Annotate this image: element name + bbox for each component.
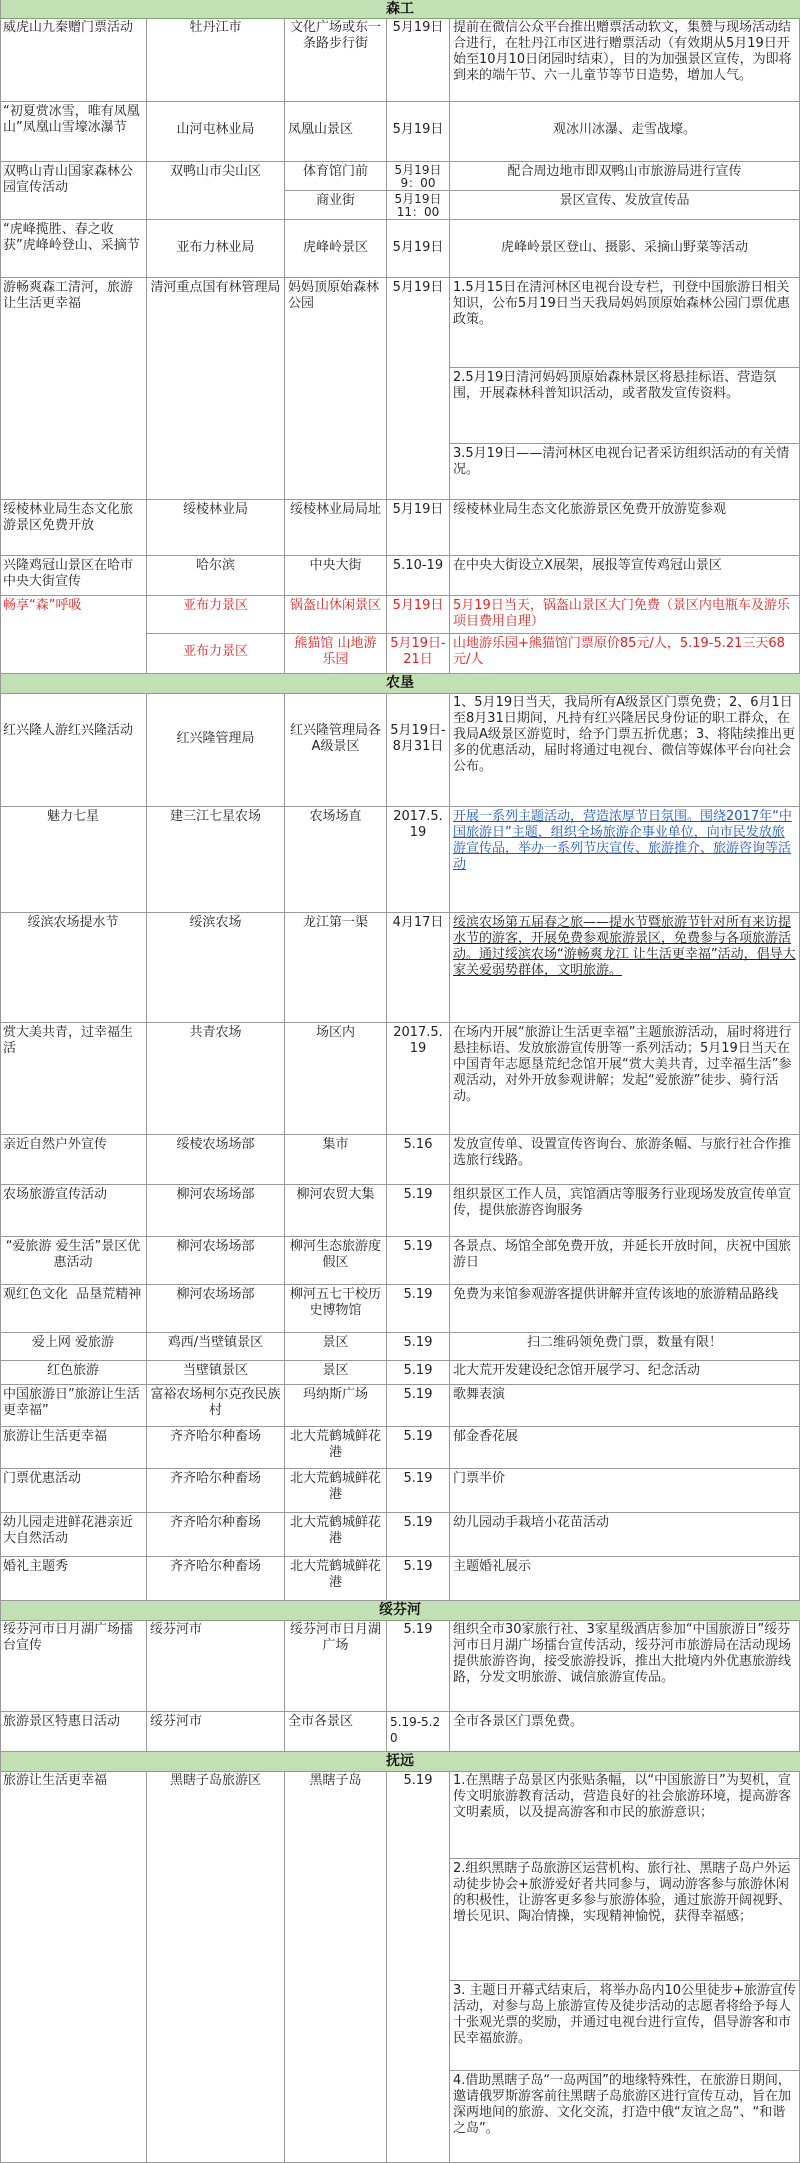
cell-venue: 北大荒鹤城鲜花港: [285, 1513, 387, 1557]
cell-organizer: 齐齐哈尔种畜场: [147, 1557, 285, 1601]
cell-venue: 集市: [285, 1135, 387, 1185]
cell-venue: 全市各景区: [285, 1712, 387, 1752]
cell-content: 北大荒开发建设纪念馆开展学习、纪念活动: [450, 1361, 800, 1385]
cell-content: 景区宣传、发放宣传品: [450, 191, 800, 220]
cell-activity: “虎峰揽胜、春之收获”虎峰岭登山、采摘节: [0, 220, 147, 278]
cell-activity: 农场旅游宣传活动: [0, 1185, 147, 1237]
cell-date: 5.19: [387, 1620, 450, 1712]
cell-content: 歌舞表演: [450, 1385, 800, 1427]
cell-organizer: 清河重点国有林管理局: [147, 278, 285, 500]
cell-organizer: 建三江七星农场: [147, 807, 285, 913]
cell-content: 绥滨农场第五届春之旅——提水节暨旅游节针对所有来访提水节的游客，开展免费参观旅游景区，免费参与各项旅游活动。通过绥滨农场“游畅爽龙江 让生活更幸福”活动，倡导大家关爱弱势群体，文明旅游。: [450, 913, 800, 1023]
cell-venue: 妈妈顶原始森林公园: [285, 278, 387, 500]
cell-activity: 中国旅游日”旅游让生活更幸福”: [0, 1385, 147, 1427]
cell-content: 1.在黑瞎子岛景区内张贴条幅，以“中国旅游日”为契机，宣传文明旅游教育活动，营造良好的社会旅游环境，提高游客文明素质，以及提高游客和市民的旅游意识；: [450, 1771, 800, 1859]
cell-date: 5.19: [387, 1333, 450, 1361]
cell-content: 扫二维码领免费门票，数量有限！: [450, 1333, 800, 1361]
cell-activity: 旅游让生活更幸福: [0, 1771, 147, 2163]
cell-activity: 婚礼主题秀: [0, 1557, 147, 1601]
cell-activity: 红兴隆人游红兴隆活动: [0, 693, 147, 807]
cell-date: 5.10-19: [387, 556, 450, 596]
cell-date: 5.19: [387, 1285, 450, 1333]
cell-venue: 红兴隆管理局各A级景区: [285, 693, 387, 807]
cell-date: 5.19: [387, 1771, 450, 2163]
cell-venue: 柳河生态旅游度假区: [285, 1237, 387, 1285]
cell-activity: 门票优惠活动: [0, 1469, 147, 1513]
cell-content: 全市各景区门票免费。: [450, 1712, 800, 1752]
cell-activity: 双鸭山青山国家森林公园宣传活动: [0, 162, 147, 220]
cell-activity: 兴隆鸡冠山景区在哈市中央大街宣传: [0, 556, 147, 596]
cell-organizer: 柳河农场场部: [147, 1237, 285, 1285]
cell-content: 组织景区工作人员，宾馆酒店等服务行业现场发放宣传单宣传，提供旅游咨询服务: [450, 1185, 800, 1237]
cell-venue: 农场场直: [285, 807, 387, 913]
cell-organizer: 亚布力景区: [147, 634, 285, 674]
cell-activity: 魅力七星: [0, 807, 147, 913]
cell-date: 5月19日: [387, 18, 450, 102]
cell-venue: 绥棱林业局局址: [285, 500, 387, 556]
cell-content: 4.借助黑瞎子岛“一岛两国”的地缘特殊性，在旅游日期间，邀请俄罗斯游客前往黑瞎子岛旅游区进行宣传互动，旨在加深两地间的旅游、文化交流，打造中俄“友谊之岛”、“和谐之岛”。: [450, 2071, 800, 2163]
cell-venue: 黑瞎子岛: [285, 1771, 387, 2163]
cell-content: 山地游乐园+熊猫馆门票原价85元/人，5.19-5.21三天68元/人: [450, 634, 800, 674]
cell-organizer: 红兴隆管理局: [147, 693, 285, 807]
cell-organizer: 绥芬河市: [147, 1712, 285, 1752]
cell-content: 虎峰岭景区登山、摄影、采摘山野菜等活动: [450, 220, 800, 278]
cell-date: 5月19日 11：00: [387, 191, 450, 220]
cell-venue: 商业街: [285, 191, 387, 220]
cell-organizer: 绥芬河市: [147, 1620, 285, 1712]
section-header-fuyuan: 抚远: [0, 1752, 800, 1772]
cell-date: 5.19: [387, 1469, 450, 1513]
cell-activity: 绥棱林业局生态文化旅游景区免费开放: [0, 500, 147, 556]
cell-content: 2.5月19日清河妈妈顶原始森林景区将悬挂标语、营造氛围，开展森林科普知识活动，或者散发宣传资料。: [450, 368, 800, 444]
cell-activity: “初夏赏冰雪，唯有凤凰山”凤凰山雪壕冰瀑节: [0, 102, 147, 162]
table-border-left: [0, 0, 1, 2163]
cell-activity: 游畅爽森工清河，旅游让生活更幸福: [0, 278, 147, 500]
cell-venue: 玛纳斯广场: [285, 1385, 387, 1427]
cell-date: 5.16: [387, 1135, 450, 1185]
cell-activity: 畅享“森”呼吸: [0, 596, 147, 674]
cell-activity: 绥芬河市日月湖广场擂台宣传: [0, 1620, 147, 1712]
cell-content: 在中央大街设立X展架，展报等宣传鸡冠山景区: [450, 556, 800, 596]
cell-organizer: 双鸭山市尖山区: [147, 162, 285, 220]
cell-date: 2017.5.19: [387, 807, 450, 913]
cell-date: 5月19日: [387, 220, 450, 278]
cell-organizer: 齐齐哈尔种畜场: [147, 1469, 285, 1513]
cell-date: 5.19: [387, 1185, 450, 1237]
cell-organizer: 山河屯林业局: [147, 102, 285, 162]
cell-organizer: 绥棱林业局: [147, 500, 285, 556]
cell-content: 幼儿园动手栽培小花苗活动: [450, 1513, 800, 1557]
cell-content: 1、5月19日当天，我局所有A级景区门票免费；2、6月1日至8月31日期间，凡持有红兴隆居民身份证的职工群众，在我局A级景区游览时，给予门票五折优惠；3、将陆续推出更多的优惠活动，届时将通过电视台、微信等媒体平台向社会公布。: [450, 693, 800, 807]
cell-organizer: 亚布力景区: [147, 596, 285, 634]
cell-content: 1.5月15日在清河林区电视台设专栏，刊登中国旅游日相关知识，公布5月19日当天我局妈妈顶原始森林公园门票优惠政策。: [450, 278, 800, 368]
cell-venue: 凤凰山景区: [285, 102, 387, 162]
section-header-suifenhe: 绥芬河: [0, 1601, 800, 1621]
cell-date: 5月19日: [387, 102, 450, 162]
cell-activity: 亲近自然户外宣传: [0, 1135, 147, 1185]
cell-organizer: 柳河农场场部: [147, 1185, 285, 1237]
cell-venue: 景区: [285, 1333, 387, 1361]
cell-organizer: 哈尔滨: [147, 556, 285, 596]
cell-venue: 柳河五七干校历史博物馆: [285, 1285, 387, 1333]
cell-venue: 绥芬河市日月湖广场: [285, 1620, 387, 1712]
cell-venue: 虎峰岭景区: [285, 220, 387, 278]
cell-activity: 红色旅游: [0, 1361, 147, 1385]
cell-organizer: 绥棱农场场部: [147, 1135, 285, 1185]
cell-organizer: 牡丹江市: [147, 18, 285, 102]
cell-content: 主题婚礼展示: [450, 1557, 800, 1601]
cell-venue: 景区: [285, 1361, 387, 1385]
cell-content: 在场内开展“旅游让生活更幸福”主题旅游活动，届时将进行悬挂标语、发放旅游宣传册等一系列活动；5月19日当天在中国青年志愿垦荒纪念馆开展“赏大美共青，过幸福生活”参观活动，对外开放参观讲解；发起“爱旅游”徒步、骑行活动。: [450, 1023, 800, 1135]
cell-organizer: 黑瞎子岛旅游区: [147, 1771, 285, 2163]
cell-organizer: 绥滨农场: [147, 913, 285, 1023]
cell-venue: 柳河农贸大集: [285, 1185, 387, 1237]
cell-organizer: 富裕农场柯尔克孜民族村: [147, 1385, 285, 1427]
cell-organizer: 共青农场: [147, 1023, 285, 1135]
cell-content: 发放宣传单、设置宣传咨询台、旅游条幅、与旅行社合作推选旅行线路。: [450, 1135, 800, 1185]
cell-date: 5.19: [387, 1361, 450, 1385]
cell-content: 绥棱林业局生态文化旅游景区免费开放游览参观: [450, 500, 800, 556]
cell-venue: 中央大街: [285, 556, 387, 596]
cell-content: 免费为来馆参观游客提供讲解并宣传该地的旅游精品路线: [450, 1285, 800, 1333]
cell-venue: 锅盔山休闲景区: [285, 596, 387, 634]
cell-content: 郁金香花展: [450, 1427, 800, 1469]
cell-activity: 威虎山九秦赠门票活动: [0, 18, 147, 102]
cell-date: 5月19日: [387, 596, 450, 634]
section-header-sengong: 森工: [0, 0, 800, 19]
cell-content-link[interactable]: 开展一系列主题活动，营造浓厚节日氛围。围绕2017年“中国旅游日”主题，组织全场旅游企事业单位，向市民发放旅游宣传品，举办一系列节庆宣传、旅游推介、旅游咨询等活动: [450, 807, 800, 913]
cell-activity: 旅游景区特惠日活动: [0, 1712, 147, 1752]
cell-content: 组织全市30家旅行社、3家星级酒店参加“中国旅游日”绥芬河市日月湖广场擂台宣传活动，绥芬河市旅游局在活动现场提供旅游咨询，接受旅游投诉，推出大批境内外优惠旅游线路，分发文明旅游、诚信旅游宣传品。: [450, 1620, 800, 1712]
cell-activity: 观红色文化 品垦荒精神: [0, 1285, 147, 1333]
cell-venue: 熊猫馆 山地游乐园: [285, 634, 387, 674]
cell-content: 5月19日当天，锅盔山景区大门免费（景区内电瓶车及游乐项目费用自理）: [450, 596, 800, 634]
cell-date: 2017.5.19: [387, 1023, 450, 1135]
cell-date: 5.19: [387, 1427, 450, 1469]
cell-activity: 旅游让生活更幸福: [0, 1427, 147, 1469]
cell-date: 4月17日: [387, 913, 450, 1023]
cell-date: 5月19日-21日: [387, 634, 450, 674]
cell-activity: 幼儿园走进鲜花港亲近大自然活动: [0, 1513, 147, 1557]
cell-content: 配合周边地市即双鸭山市旅游局进行宣传: [450, 162, 800, 191]
cell-content: 3. 主题日开幕式结束后，将举办岛内10公里徒步+旅游宣传活动，对参与岛上旅游宣传及徒步活动的志愿者将给予每人十张观光票的奖励，并通过电视台进行宣传，倡导游客和市民幸福旅游。: [450, 1981, 800, 2071]
cell-organizer: 柳河农场场部: [147, 1285, 285, 1333]
cell-organizer: 齐齐哈尔种畜场: [147, 1427, 285, 1469]
cell-date: 5月19日 9：00: [387, 162, 450, 191]
cell-venue: 文化广场或东一条路步行街: [285, 18, 387, 102]
cell-content: 门票半价: [450, 1469, 800, 1513]
cell-content: 观冰川冰瀑、走雪战壕。: [450, 102, 800, 162]
cell-content: 提前在微信公众平台推出赠票活动软文，集赞与现场活动结合进行，在牡丹江市区进行赠票活动（有效期从5月19日开始至10月10日闭园时结束），目的为加强景区宣传，为即将到来的端午节、六一儿童节等节日造势，增加人气。: [450, 18, 800, 102]
cell-venue: 场区内: [285, 1023, 387, 1135]
cell-organizer: 当壁镇景区: [147, 1361, 285, 1385]
cell-content: 3.5月19日——清河林区电视台记者采访组织活动的有关情况。: [450, 444, 800, 500]
cell-activity: 爱上网 爱旅游: [0, 1333, 147, 1361]
cell-venue: 体育馆门前: [285, 162, 387, 191]
cell-venue: 北大荒鹤城鲜花港: [285, 1427, 387, 1469]
cell-activity: 绥滨农场提水节: [0, 913, 147, 1023]
cell-content: 2.组织黑瞎子岛旅游区运营机构、旅行社、黑瞎子岛户外运动徒步协会+旅游爱好者共同参与，调动游客参与旅游休闲的积极性，让游客更多参与旅游体验，通过旅游开阔视野、增长见识、陶冶情操，实现精神愉悦，获得幸福感；: [450, 1859, 800, 1981]
section-header-nongken: 农垦: [0, 674, 800, 694]
cell-venue: 北大荒鹤城鲜花港: [285, 1557, 387, 1601]
cell-date: 5.19: [387, 1513, 450, 1557]
cell-activity: 赏大美共青，过幸福生活: [0, 1023, 147, 1135]
cell-date: 5.19: [387, 1557, 450, 1601]
cell-content: 各景点、场馆全部免费开放，并延长开放时间，庆祝中国旅游日: [450, 1237, 800, 1285]
cell-date: 5月19日: [387, 500, 450, 556]
cell-activity: “爱旅游 爱生活”景区优惠活动: [0, 1237, 147, 1285]
cell-date: 5.19: [387, 1237, 450, 1285]
cell-organizer: 鸡西/当壁镇景区: [147, 1333, 285, 1361]
cell-date: 5.19: [387, 1385, 450, 1427]
cell-venue: 龙江第一渠: [285, 913, 387, 1023]
cell-date: 5月19日-8月31日: [387, 693, 450, 807]
cell-organizer: 齐齐哈尔种畜场: [147, 1513, 285, 1557]
cell-date: 5月19日: [387, 278, 450, 500]
cell-date: 5.19-5.20: [387, 1712, 450, 1752]
cell-organizer: 亚布力林业局: [147, 220, 285, 278]
cell-venue: 北大荒鹤城鲜花港: [285, 1469, 387, 1513]
